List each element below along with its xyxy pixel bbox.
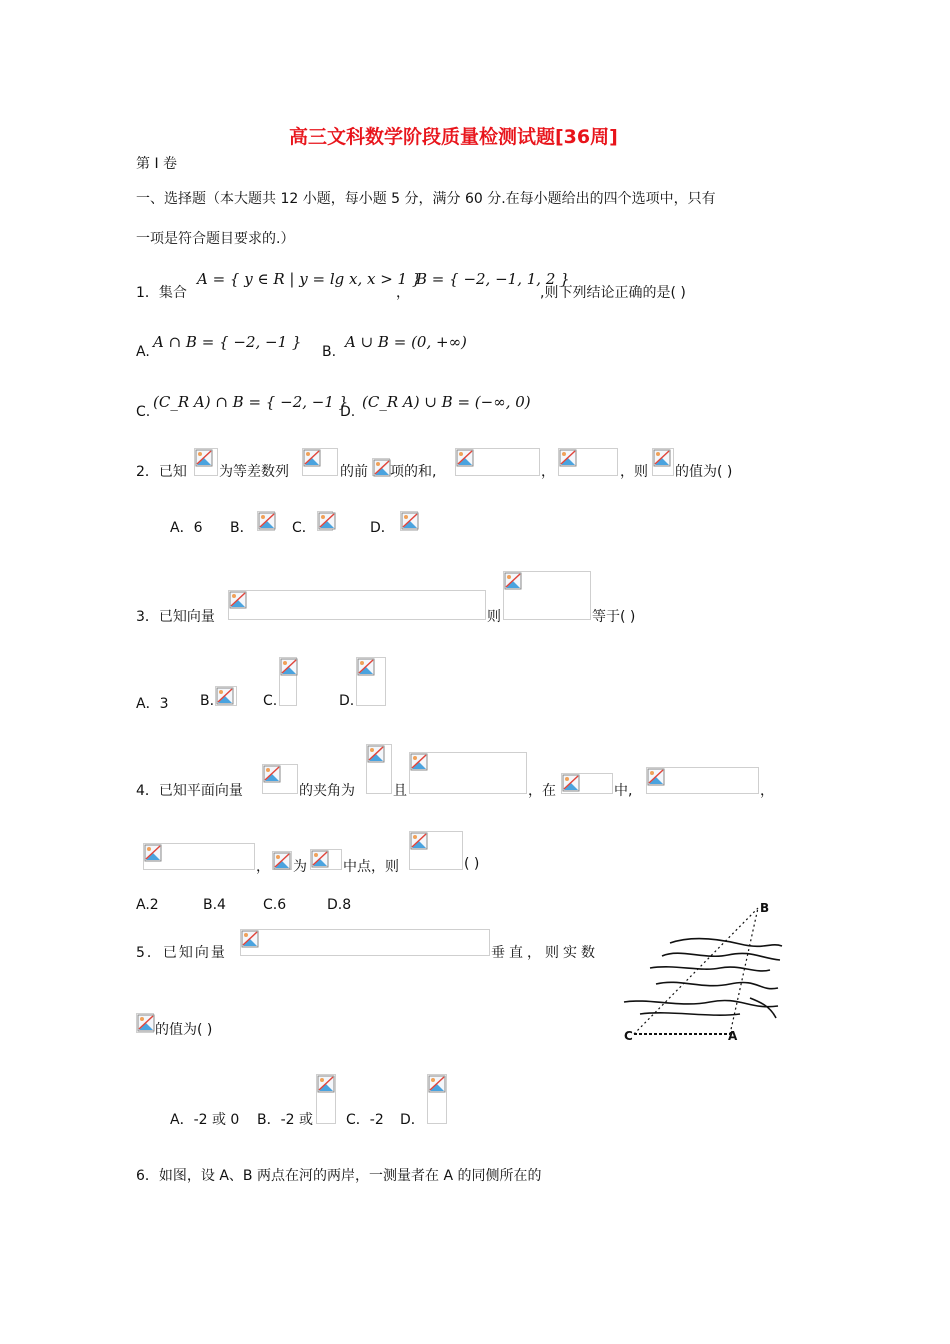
picture-icon: [303, 449, 321, 467]
q3-option-b: B.: [200, 693, 215, 709]
river-figure: [620, 898, 790, 1048]
q4-text-10: ( ): [464, 856, 480, 872]
broken-image-icon: [503, 571, 591, 620]
broken-image-icon: [279, 657, 297, 706]
q2-text-4: 项的和,: [390, 464, 437, 480]
broken-image-icon: [302, 448, 338, 476]
q4-text-3: 且: [393, 783, 407, 799]
q4-option-b: B.4: [203, 897, 226, 913]
broken-image-icon: [262, 764, 298, 794]
q1-prefix: 1．集合: [136, 285, 187, 301]
q3-text-1: 3．已知向量: [136, 609, 215, 625]
broken-image-icon: [558, 448, 618, 476]
broken-image-icon: [366, 744, 392, 794]
q4-option-d: D.8: [327, 897, 352, 913]
q1-option-b-label: B.: [322, 344, 337, 360]
q1-option-d-label: D.: [340, 404, 356, 420]
picture-icon: [401, 512, 419, 530]
picture-icon: [456, 449, 474, 467]
picture-icon: [367, 745, 385, 763]
section-label: 第 I 卷: [136, 156, 178, 172]
q4-text-7: ，: [256, 859, 270, 875]
q1-option-c-math: (C_R A) ∩ B = { −2, −1 }: [153, 393, 349, 411]
picture-icon: [144, 844, 162, 862]
picture-icon: [559, 449, 577, 467]
picture-icon: [273, 852, 291, 870]
q2-text-3: 的前: [340, 464, 368, 480]
q1-set-b: B = { −2, −1, 1, 2 }: [416, 270, 570, 288]
broken-image-icon: [400, 511, 418, 531]
picture-icon: [318, 512, 336, 530]
broken-image-icon: [136, 1013, 154, 1033]
q6-text-1: 6．如图，设 A、B 两点在河的两岸，一测量者在 A 的同侧所在的: [136, 1168, 542, 1184]
q4-text-1: 4．已知平面向量: [136, 783, 243, 799]
q1-option-a-math: A ∩ B = { −2, −1 }: [153, 333, 302, 351]
q5-text-3: 的值为( ): [155, 1022, 213, 1038]
q4-text-2: 的夹角为: [299, 783, 355, 799]
broken-image-icon: [409, 752, 527, 794]
instructions-line-2: 一项是符合题目要求的.）: [136, 231, 295, 247]
broken-image-icon: [215, 686, 237, 706]
picture-icon: [562, 774, 580, 792]
picture-icon: [504, 572, 522, 590]
picture-icon: [137, 1014, 155, 1032]
q2-option-c: C．: [292, 520, 316, 536]
picture-icon: [195, 449, 213, 467]
q1-set-a: A = { y ∈ R | y = lg x, x > 1 }: [197, 270, 422, 288]
picture-icon: [647, 768, 665, 786]
q1-comma: ，: [396, 285, 410, 301]
q4-text-5: 中,: [614, 783, 633, 799]
picture-icon: [263, 765, 281, 783]
picture-icon: [229, 591, 247, 609]
q5-option-d: D．: [400, 1112, 425, 1128]
broken-image-icon: [143, 843, 255, 870]
picture-icon: [410, 753, 428, 771]
q4-option-a: A.2: [136, 897, 159, 913]
q5-option-a: A．-2 或 0: [170, 1112, 240, 1128]
q4-text-9: 中点，则: [343, 859, 399, 875]
q2-text-7: 的值为( ): [675, 464, 733, 480]
q5-text-2: 垂直，则实数: [491, 945, 599, 961]
broken-image-icon: [240, 929, 490, 956]
broken-image-icon: [356, 657, 386, 706]
picture-icon: [373, 459, 391, 477]
q4-option-c: C.6: [263, 897, 287, 913]
page-title: 高三文科数学阶段质量检测试题[36周]: [289, 126, 618, 148]
q3-text-2: 则: [487, 609, 501, 625]
picture-icon: [241, 930, 259, 948]
q1-suffix: ,则下列结论正确的是( ): [540, 285, 686, 301]
picture-icon: [410, 832, 428, 850]
q2-option-b: B．: [230, 520, 254, 536]
q4-text-8: 为: [293, 859, 307, 875]
broken-image-icon: [646, 767, 759, 794]
q3-option-a: A．3: [136, 696, 169, 712]
instructions-line-1: 一、选择题（本大题共 12 小题，每小题 5 分，满分 60 分.在每小题给出的四个选项中，只有: [136, 191, 716, 207]
q5-option-c: C．-2: [346, 1112, 384, 1128]
broken-image-icon: [310, 849, 342, 870]
picture-icon: [653, 449, 671, 467]
picture-icon: [258, 512, 276, 530]
picture-icon: [428, 1075, 446, 1093]
q3-text-3: 等于( ): [592, 609, 636, 625]
q1-option-c-label: C.: [136, 404, 151, 420]
picture-icon: [311, 850, 329, 868]
q2-text-1: 2．已知: [136, 464, 187, 480]
q3-option-d: D.: [339, 693, 355, 709]
broken-image-icon: [372, 458, 390, 476]
broken-image-icon: [272, 851, 292, 870]
broken-image-icon: [455, 448, 540, 476]
broken-image-icon: [561, 773, 613, 794]
broken-image-icon: [409, 831, 463, 870]
broken-image-icon: [427, 1074, 447, 1124]
picture-icon: [357, 658, 375, 676]
broken-image-icon: [194, 448, 218, 476]
q2-text-5: ，: [541, 464, 555, 480]
broken-image-icon: [316, 1074, 336, 1124]
picture-icon: [216, 687, 234, 705]
q2-text-2: 为等差数列: [219, 464, 289, 480]
q1-option-b-math: A ∪ B = (0, +∞): [345, 333, 467, 351]
picture-icon: [280, 658, 298, 676]
picture-icon: [317, 1075, 335, 1093]
figure-label-b: B: [760, 901, 770, 915]
q1-option-a-label: A.: [136, 344, 150, 360]
broken-image-icon: [228, 590, 486, 620]
q5-option-b: B．-2 或: [257, 1112, 314, 1128]
q2-text-6: ，则: [620, 464, 648, 480]
q1-option-d-math: (C_R A) ∪ B = (−∞, 0): [362, 393, 531, 411]
q3-option-c: C.: [263, 693, 278, 709]
q5-text-1: 5．已知向量: [136, 945, 227, 961]
broken-image-icon: [317, 511, 333, 531]
q2-option-a: A．6: [170, 520, 203, 536]
q2-option-d: D．: [370, 520, 395, 536]
q4-text-6: ，: [760, 783, 774, 799]
figure-label-a: A: [728, 1029, 738, 1043]
figure-label-c: C: [624, 1029, 633, 1043]
q4-text-4: ，在: [528, 783, 556, 799]
broken-image-icon: [257, 511, 275, 531]
broken-image-icon: [652, 448, 674, 476]
